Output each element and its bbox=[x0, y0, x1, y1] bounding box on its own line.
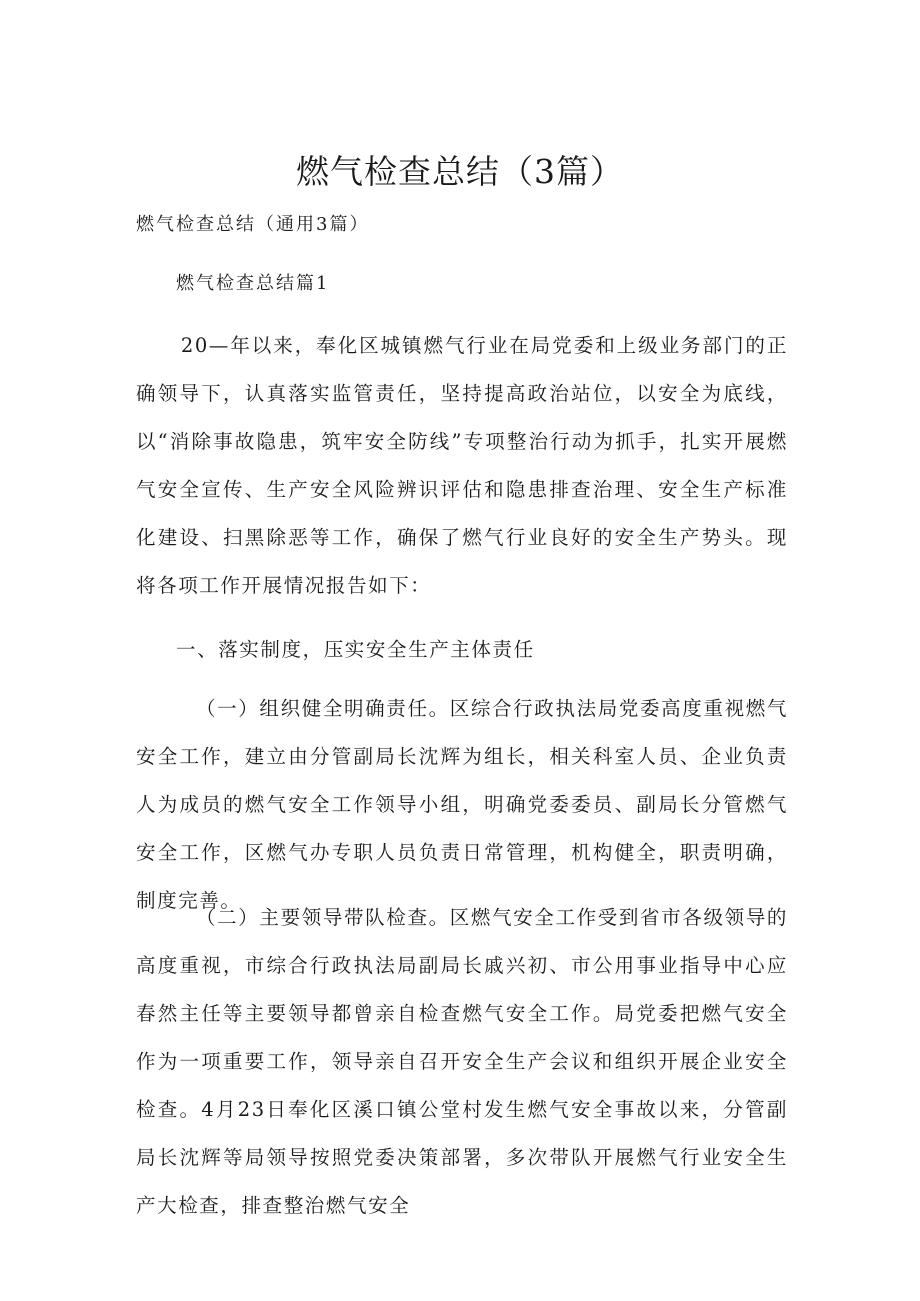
document-subtitle: 燃气检查总结（通用3篇） bbox=[136, 214, 370, 235]
paragraph-item-one: （一）组织健全明确责任。区综合行政执法局党委高度重视燃气安全工作，建立由分管副局长沈辉为组长，相关科室人员、企业负责人为成员的燃气安全工作领导小组，明确党委委员、副局长分管燃气安全工作，区燃气办专职人员负责日常管理，机构健全，职责明确，制度完善。 bbox=[136, 697, 788, 912]
paragraph-intro: 20—年以来，奉化区城镇燃气行业在局党委和上级业务部门的正确领导下，认真落实监管责任，坚持提高政治站位，以安全为底线，以“消除事故隐患，筑牢安全防线”专项整治行动为抓手，扎实开展燃气安全宣传、生产安全风险辨识评估和隐患排查治理、安全生产标准化建设、扫黑除恶等工作，确保了燃气行业良好的安全生产势头。现将各项工作开展情况报告如下： bbox=[136, 334, 788, 597]
paragraph-item-two: （二）主要领导带队检查。区燃气安全工作受到省市各级领导的高度重视，市综合行政执法局副局长戚兴初、市公用事业指导中心应春然主任等主要领导都曾亲自检查燃气安全工作。局党委把燃气安全作为一项重要工作，领导亲自召开安全生产会议和组织开展企业安全检查。4月23日奉化区溪口镇公堂村发生燃气安全事故以来，分管副局长沈辉等局领导按照党委决策部署，多次带队开展燃气行业安全生产大检查，排查整治燃气安全 bbox=[136, 906, 788, 1217]
heading-part-one: 一、落实制度，压实安全生产主体责任 bbox=[176, 638, 535, 661]
document-title: 燃气检查总结（3篇） bbox=[296, 152, 624, 191]
section-heading: 燃气检查总结篇1 bbox=[176, 273, 330, 294]
